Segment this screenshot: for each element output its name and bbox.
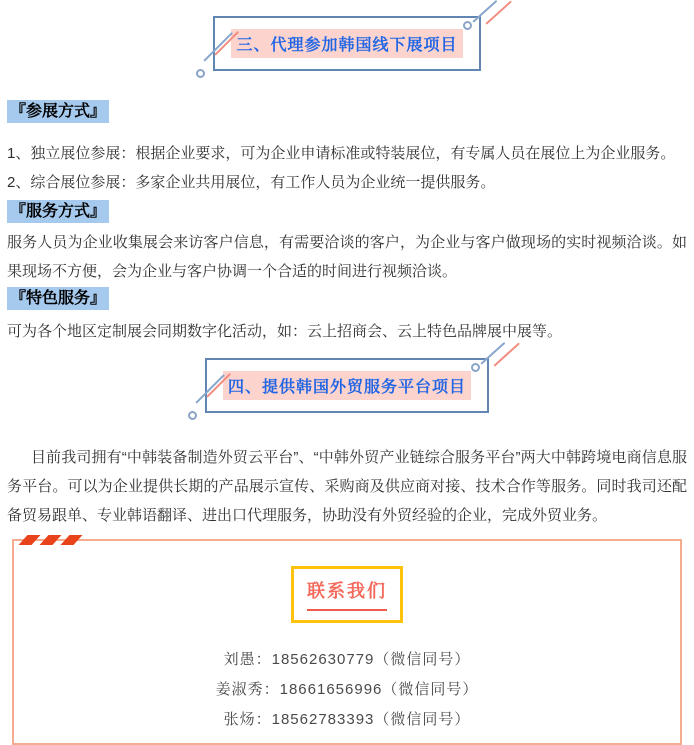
section-heading-row [7, 200, 687, 223]
triple-slash-icon [23, 535, 78, 545]
platform-section [0, 443, 694, 530]
section-heading-special-service: 『特色服务』 [7, 287, 109, 310]
contact-entry [14, 645, 680, 675]
contact-entry [14, 675, 680, 705]
contact-phone: 18562783393 [271, 711, 375, 728]
list-item: 1、独立展位参展：根据企业要求，可为企业申请标准或特装展位，有专属人员在展位上为企业服务。 [7, 145, 676, 162]
section-heading-row [7, 287, 687, 310]
slash-mark-icon [39, 535, 61, 545]
paragraph: 服务人员为企业收集展会来访客户信息，有需要洽谈的客户，为企业与客户做现场的实时视频洽谈。如果现场不方便，会为企业与客户协调一个合适的时间进行视频洽谈。 [7, 234, 687, 280]
contact-note: （微信同号） [374, 651, 471, 668]
contact-name: 刘愚 [223, 651, 256, 668]
banner-trade-platform [205, 358, 489, 413]
banner-title: 四、提供韩国外贸服务平台项目 [223, 371, 471, 400]
contact-separator: ： [255, 651, 272, 668]
contact-separator: ： [263, 681, 280, 698]
contact-separator: ： [255, 711, 272, 728]
contact-title-frame [291, 566, 403, 623]
contact-title: 联系我们 [307, 577, 387, 611]
contact-phone: 18562630779 [271, 651, 375, 668]
contact-list [14, 645, 680, 735]
contact-entry [14, 705, 680, 735]
platform-paragraph: 目前我司拥有“中韩装备制造外贸云平台”、“中韩外贸产业链综合服务平台”两大中韩跨境电商信息服务平台。可以为企业提供长期的产品展示宣传、采购商及供应商对接、技术合作等服务。同时我司还配备贸易跟单、专业韩语翻译、进出口代理服务，协助没有外贸经验的企业，完成外贸业务。 [7, 449, 687, 524]
banner-offline-exhibition [213, 16, 480, 71]
pin-circle-icon [188, 411, 197, 420]
section-heading-row [7, 100, 687, 123]
list-item: 2、综合展位参展：多家企业共用展位，有工作人员为企业统一提供服务。 [7, 174, 496, 191]
pin-circle-icon [463, 21, 472, 30]
pin-circle-icon [471, 363, 480, 372]
pin-circle-icon [196, 69, 205, 78]
contact-note: （微信同号） [374, 711, 471, 728]
banner-box [205, 358, 489, 413]
banner-title: 三、代理参加韩国线下展项目 [231, 29, 462, 58]
slash-mark-icon [60, 535, 82, 545]
contact-name: 张炀 [223, 711, 256, 728]
banner-box [213, 16, 480, 71]
contact-name: 姜淑秀 [215, 681, 264, 698]
diagonal-line-icon [472, 0, 497, 23]
slash-mark-icon [18, 535, 40, 545]
section-heading-service-mode: 『服务方式』 [7, 200, 109, 223]
contact-box [12, 539, 682, 745]
contact-note: （微信同号） [382, 681, 479, 698]
paragraph: 可为各个地区定制展会同期数字化活动，如：云上招商会、云上特色品牌展中展等。 [7, 323, 563, 340]
diagonal-line-icon [485, 1, 512, 25]
contact-phone: 18661656996 [279, 681, 383, 698]
article-body [0, 100, 694, 346]
section-heading-exhibit-mode: 『参展方式』 [7, 100, 109, 123]
